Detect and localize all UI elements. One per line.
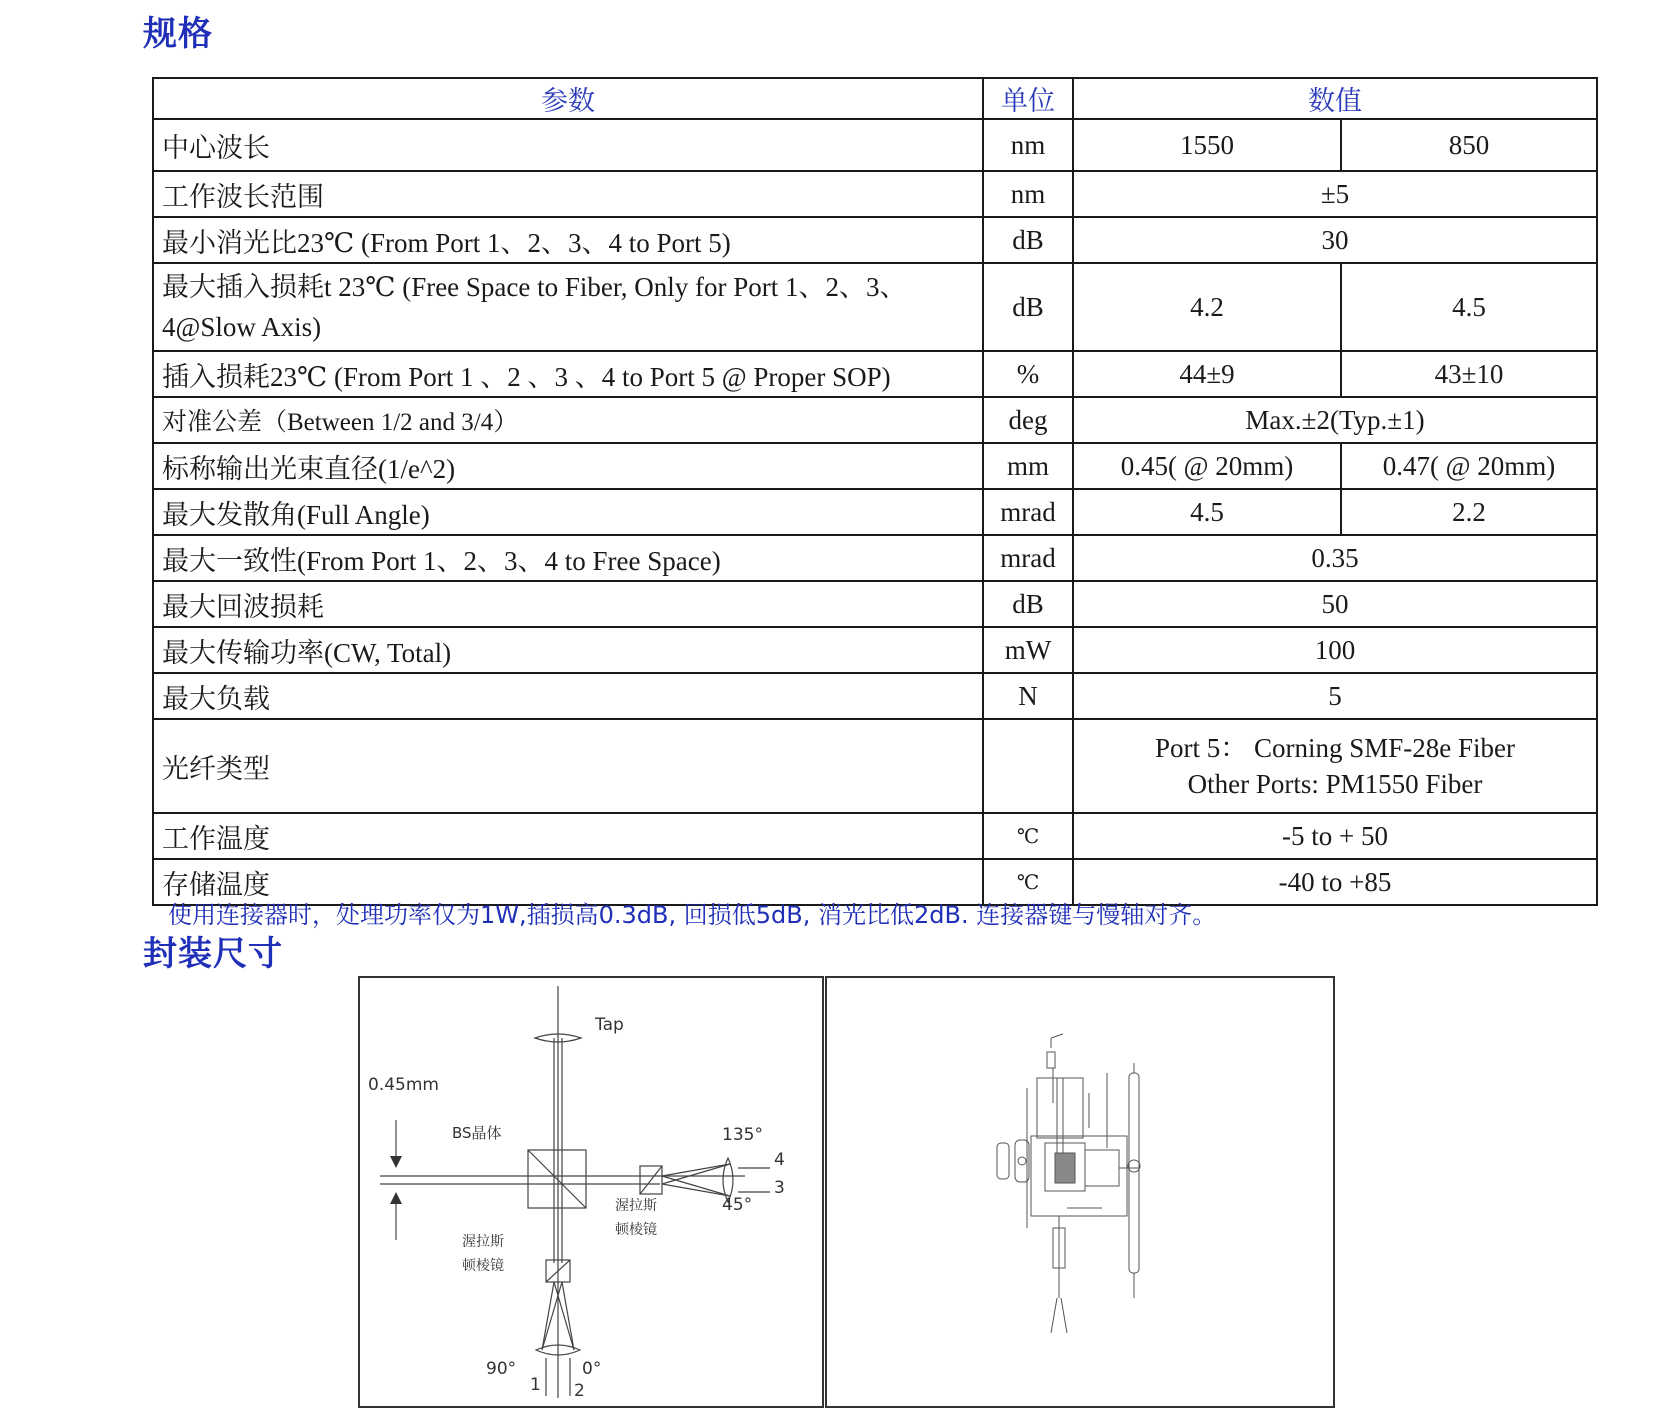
value-cell-fiber: [1073, 719, 1597, 813]
label-prism-right-1: 渥拉斯: [615, 1198, 657, 1214]
unit-cell: mW: [983, 627, 1073, 673]
value-cell-1550: 4.5: [1073, 489, 1341, 535]
table-row: [153, 813, 1597, 859]
label-tap: Tap: [595, 1015, 624, 1035]
table-row: [153, 443, 1597, 489]
value-cell: 100: [1073, 627, 1597, 673]
label-prism-bottom-2: 顿棱镜: [462, 1258, 504, 1274]
label-angle-0: 0°: [582, 1359, 602, 1379]
unit-cell: nm: [983, 119, 1073, 171]
arrow-down-icon: [390, 1156, 402, 1168]
fiber-line-port5: Port 5： Corning SMF-28e Fiber: [1154, 733, 1516, 763]
table-row: [153, 351, 1597, 397]
value-cell: -5 to + 50: [1073, 813, 1597, 859]
unit-cell: deg: [983, 397, 1073, 443]
label-angle-90: 90°: [486, 1359, 517, 1379]
value-cell: ±5: [1073, 171, 1597, 217]
label-angle-45: 45°: [722, 1195, 753, 1215]
package-drawing-svg: [827, 978, 1333, 1406]
unit-cell: nm: [983, 171, 1073, 217]
value-cell-850: 0.47( @ 20mm): [1341, 443, 1597, 489]
unit-cell: mm: [983, 443, 1073, 489]
label-angle-135: 135°: [722, 1125, 763, 1145]
label-prism-bottom-1: 渥拉斯: [462, 1234, 504, 1250]
package-heading: 封装尺寸: [143, 934, 283, 974]
label-prism-right-2: 顿棱镜: [615, 1222, 657, 1238]
package-dimension-drawing: [825, 976, 1335, 1408]
table-row: [153, 171, 1597, 217]
table-header-row: [153, 78, 1597, 119]
value-cell-1550: 4.2: [1073, 263, 1341, 351]
arrow-up-icon: [390, 1192, 402, 1204]
unit-cell: N: [983, 673, 1073, 719]
table-row: [153, 217, 1597, 263]
unit-cell: ℃: [983, 813, 1073, 859]
table-row: [153, 119, 1597, 171]
param-cell: 最小消光比23℃ (From Port 1、2、3、4 to Port 5): [153, 217, 983, 263]
table-row: [153, 489, 1597, 535]
label-port-2: 2: [574, 1381, 585, 1401]
value-cell-850: 2.2: [1341, 489, 1597, 535]
param-cell: 最大负载: [153, 673, 983, 719]
unit-cell: [983, 719, 1073, 813]
value-cell: Max.±2(Typ.±1): [1073, 397, 1597, 443]
param-cell: 最大发散角(Full Angle): [153, 489, 983, 535]
label-port-3: 3: [774, 1178, 785, 1198]
param-cell: 插入损耗23℃ (From Port 1 、2 、3 、4 to Port 5 @ Proper SOP): [153, 351, 983, 397]
param-cell: 光纤类型: [153, 719, 983, 813]
fiber-line-other: Other Ports: PM1550 Fiber: [1187, 769, 1483, 799]
value-cell-1550: 1550: [1073, 119, 1341, 171]
optical-layout-svg: [360, 978, 822, 1406]
header-value: 数值: [1073, 78, 1597, 119]
table-row: [153, 397, 1597, 443]
table-row: [153, 535, 1597, 581]
value-cell-850: 43±10: [1341, 351, 1597, 397]
param-cell: 最大一致性(From Port 1、2、3、4 to Free Space): [153, 535, 983, 581]
label-port-1: 1: [530, 1375, 541, 1395]
param-cell: 工作波长范围: [153, 171, 983, 217]
value-cell: 0.35: [1073, 535, 1597, 581]
param-cell: 工作温度: [153, 813, 983, 859]
param-cell: 存储温度: [153, 859, 983, 905]
param-cell: 最大回波损耗: [153, 581, 983, 627]
unit-cell: dB: [983, 263, 1073, 351]
value-cell: 5: [1073, 673, 1597, 719]
table-row: [153, 719, 1597, 813]
label-bs-crystal: BS晶体: [452, 1124, 502, 1142]
unit-cell: %: [983, 351, 1073, 397]
value-cell: 30: [1073, 217, 1597, 263]
unit-cell: dB: [983, 581, 1073, 627]
spec-heading: 规格: [143, 14, 213, 54]
param-cell: 标称输出光束直径(1/e^2): [153, 443, 983, 489]
value-cell-1550: 0.45( @ 20mm): [1073, 443, 1341, 489]
connector-note: 使用连接器时，处理功率仅为1W,插损高0.3dB, 回损低5dB, 消光比低2dB. 连接器键与慢轴对齐。: [168, 901, 1217, 929]
spec-table: [152, 77, 1598, 906]
table-row: [153, 581, 1597, 627]
param-cell: 中心波长: [153, 119, 983, 171]
table-row: [153, 673, 1597, 719]
value-cell: 50: [1073, 581, 1597, 627]
table-row: [153, 263, 1597, 351]
param-cell: 最大插入损耗t 23℃ (Free Space to Fiber, Only for Port 1、2、3、4@Slow Axis): [153, 263, 983, 351]
label-port-4: 4: [774, 1150, 785, 1170]
optical-layout-diagram: [358, 976, 824, 1408]
header-param: 参数: [153, 78, 983, 119]
param-cell: 对准公差（Between 1/2 and 3/4）: [153, 397, 983, 443]
unit-cell: mrad: [983, 535, 1073, 581]
value-cell: -40 to +85: [1073, 859, 1597, 905]
label-beam-diameter: 0.45mm: [368, 1075, 439, 1095]
value-cell-850: 4.5: [1341, 263, 1597, 351]
value-cell-1550: 44±9: [1073, 351, 1341, 397]
unit-cell: ℃: [983, 859, 1073, 905]
unit-cell: mrad: [983, 489, 1073, 535]
header-unit: 单位: [983, 78, 1073, 119]
table-row: [153, 627, 1597, 673]
value-cell-850: 850: [1341, 119, 1597, 171]
param-cell: 最大传输功率(CW, Total): [153, 627, 983, 673]
unit-cell: dB: [983, 217, 1073, 263]
